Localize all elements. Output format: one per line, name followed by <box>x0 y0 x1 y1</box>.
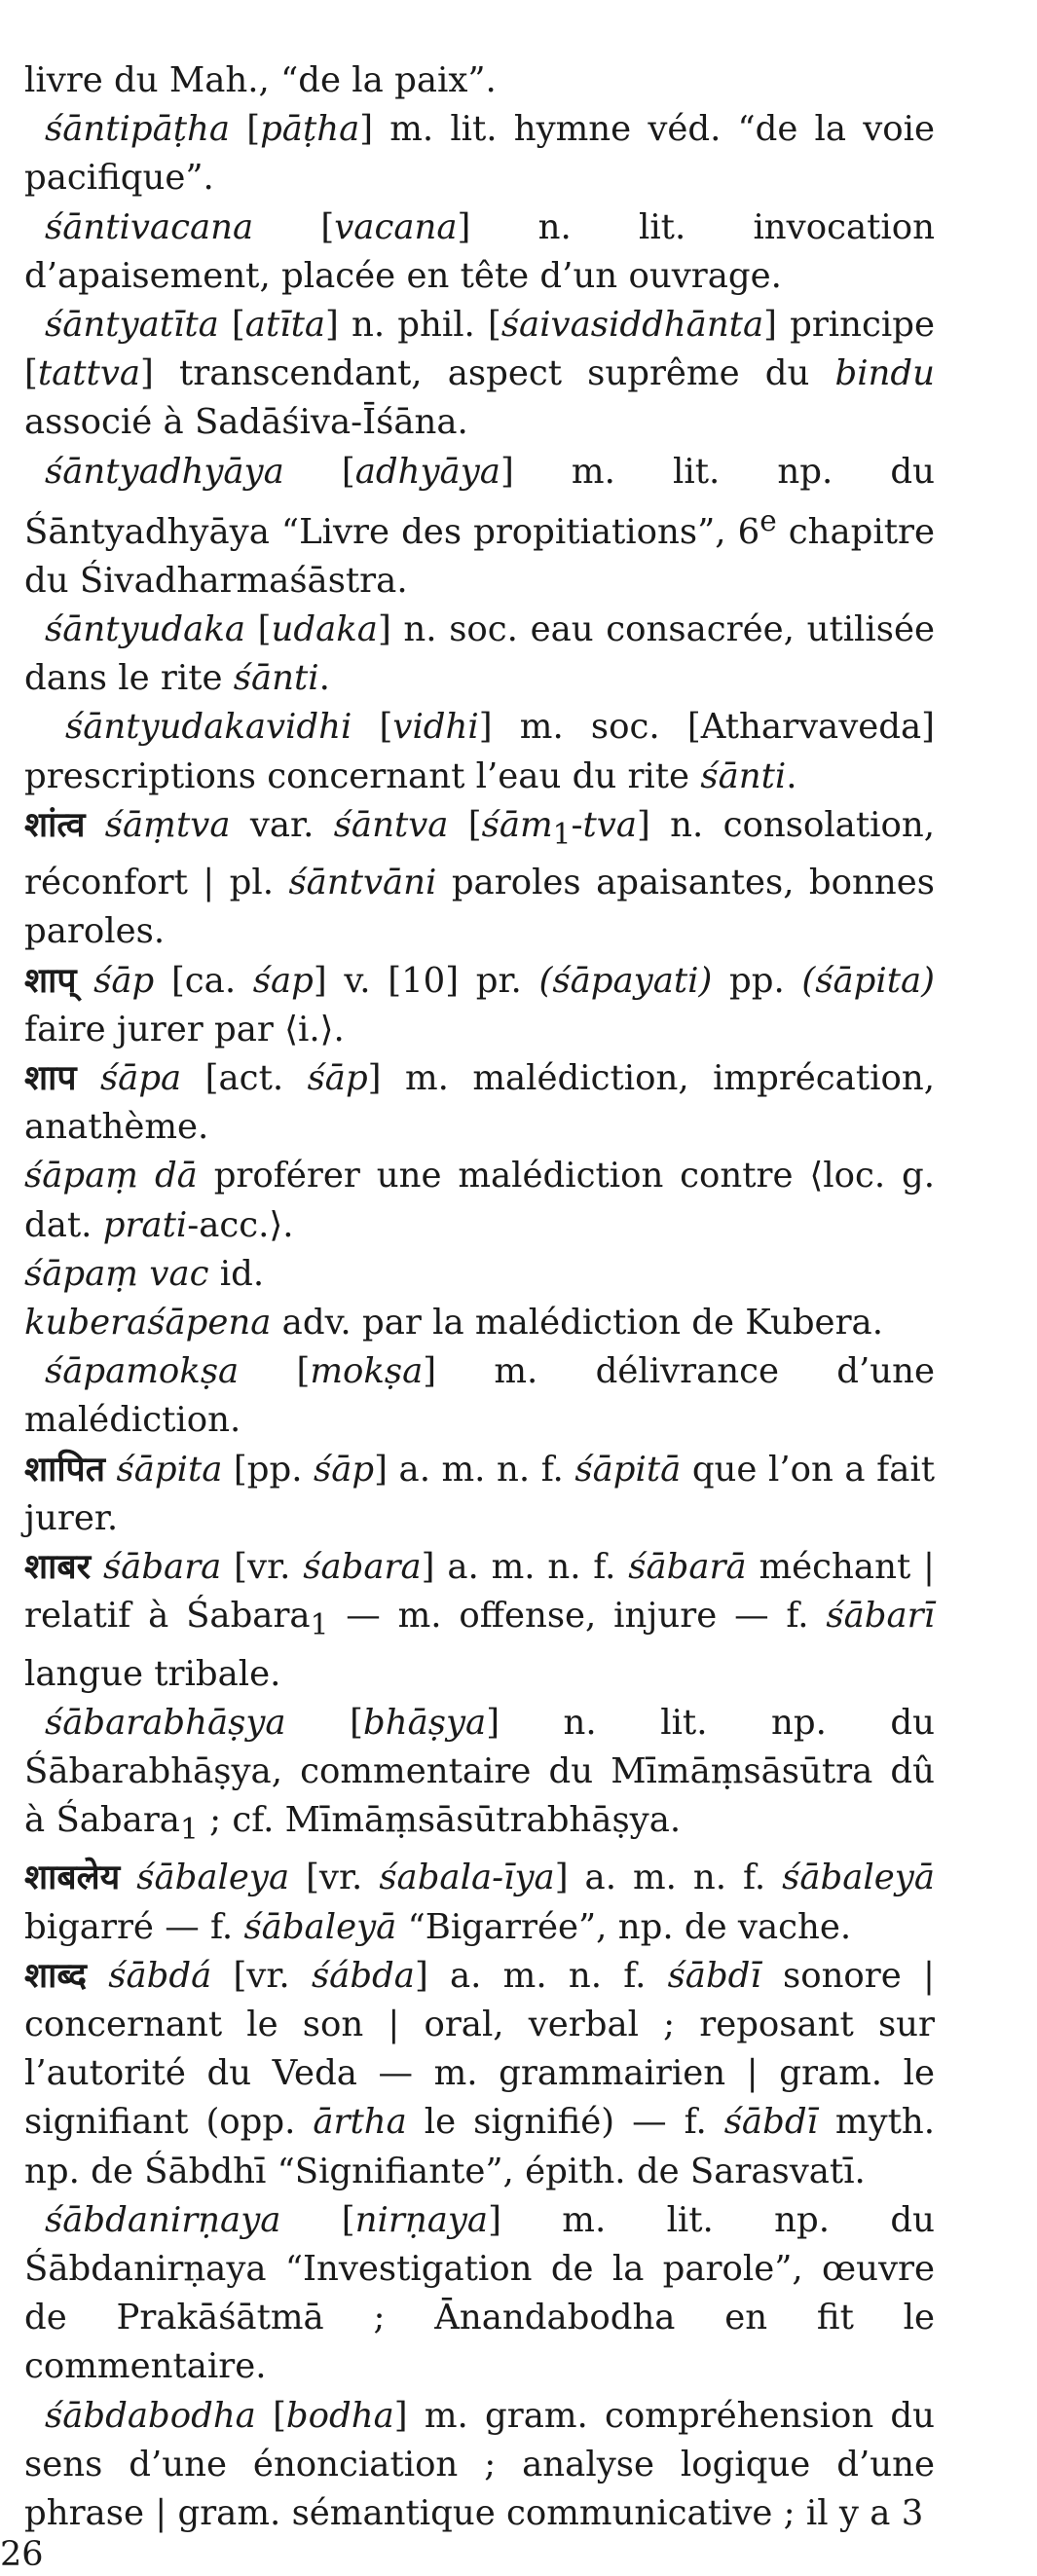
dictionary-entry: śāntipāṭha [pāṭha] m. lit. hymne véd. “de la voie pacifique”. <box>24 109 936 199</box>
dictionary-entry: शाबलेय śābaleya [vr. śabala-īya] a. m. n. f. śābaleyā bigarré — f. śābaleyā “Bigarrée”, np. de vache. <box>24 1858 935 1947</box>
dictionary-entry: śābarabhāṣya [bhāṣya] n. lit. np. du Śābarabhāṣya, commentaire du Mīmāṃsāsūtra dû à Śabara$_1$ ; cf. Mīmāṃsāsūtrabhāṣya. <box>24 1702 935 1847</box>
dictionary-entry: śāntyatīta [atīta] n. phil. [śaivasiddhānta] principe [tattva] transcendant, aspect suprême du bindu associé à Sadāśiva-Īśāna. <box>24 305 935 443</box>
dictionary-entry: livre du Mah., “de la paix”. <box>24 60 497 100</box>
dictionary-entry: शांत्व śāṃtva var. śāntva [śām$_1$-tva] n. consolation, réconfort | pl. śāntvāni paroles apaisantes, bonnes paroles. <box>24 804 935 952</box>
dictionary-entry: śābdanirṇaya [nirṇaya] m. lit. np. du Śābdanirṇaya “Investigation de la parole”, œuvre de Prakāśātmā ; Ānandabodha en fit le commentaire. <box>24 2199 935 2387</box>
dictionary-entry: शापित śāpita [pp. śāp] a. m. n. f. śāpitā que l’on a fait jurer. <box>24 1449 935 1538</box>
dictionary-entry: शाप śāpa [act. śāp] m. malédiction, imprécation, anathème. <box>24 1057 935 1148</box>
dictionary-entry: śāpaṃ vac id. <box>24 1253 265 1294</box>
dictionary-column <box>24 56 935 2538</box>
dictionary-entry: śāntivacana [vacana] n. lit. invocation d’apaisement, placée en tête d’un ouvrage. <box>24 206 935 296</box>
dictionary-entry: शाब्द śābdá [vr. śábda] a. m. n. f. śābdī sonore | concernant le son | oral, verbal ; reposant sur l’autorité du Veda — m. grammairien | gram. le signifiant (opp. ārtha le signifié) — f. śābdī myth. np. de Śābdhī “Signifiante”, épith. de Sarasvatī. <box>24 1955 936 2191</box>
dictionary-entry: शाप् śāp [ca. śap] v. [10] pr. (śāpayati) pp. (śāpita) faire jurer par ⟨i.⟩. <box>24 960 935 1049</box>
dictionary-entry: śāntyudakavidhi [vidhi] m. soc. [Atharvaveda] prescriptions concernant l’eau du rite śānti. <box>24 707 935 796</box>
page-number: 26 <box>0 2535 44 2574</box>
dictionary-entry: kuberaśāpena adv. par la malédiction de Kubera. <box>24 1303 883 1343</box>
dictionary-entry: शाबर śābara [vr. śabara] a. m. n. f. śābarā méchant | relatif à Śabara$_1$ — m. offense, injure — f. śābarī langue tribale. <box>24 1547 935 1694</box>
dictionary-entry: śāpamokṣa [mokṣa] m. délivrance d’une malédiction. <box>24 1351 935 1441</box>
dictionary-entry: śābdabodha [bodha] m. gram. compréhension du sens d’une énonciation ; analyse logique d’une phrase | gram. sémantique communicative ; il y a 3 <box>24 2395 935 2534</box>
dictionary-entry: śāpaṃ dā proférer une malédiction contre ⟨loc. g. dat. prati-acc.⟩. <box>24 1156 935 1245</box>
dictionary-entry: śāntyudaka [udaka] n. soc. eau consacrée, utilisée dans le rite śānti. <box>24 609 936 699</box>
dictionary-entry: śāntyadhyāya [adhyāya] m. lit. np. du Śāntyadhyāya “Livre des propitiations”, 6e chapitre du Śivadharmaśāstra. <box>24 451 935 601</box>
